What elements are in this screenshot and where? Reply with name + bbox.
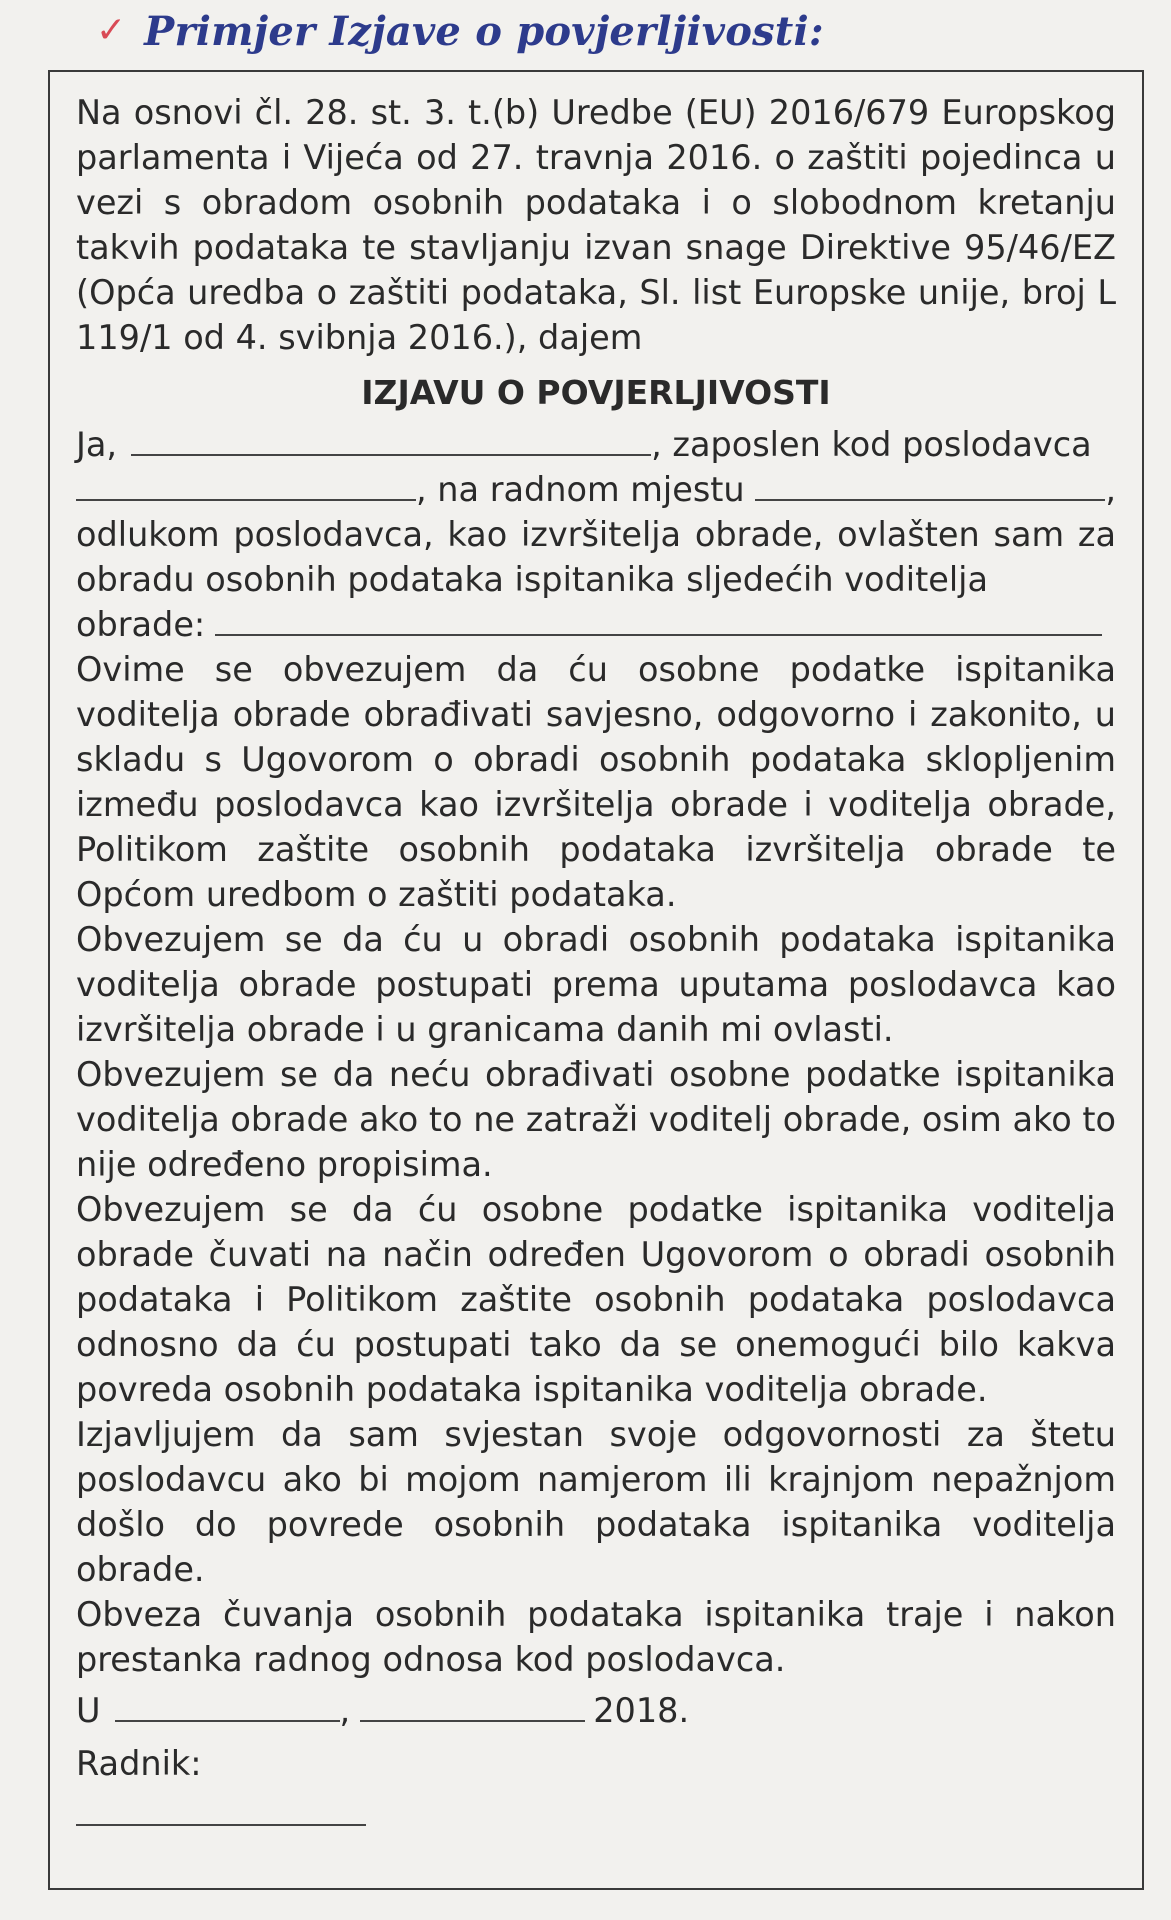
employer-blank[interactable]: [76, 469, 416, 501]
statement-frame: [48, 70, 1144, 1890]
intro-paragraph: Na osnovi čl. 28. st. 3. t.(b) Uredbe (EU) 2016/679 Europskog parlamenta i Vijeća od 27. travnja 2016. o zaštiti pojedinca u vezi s obradom osobnih podataka i o slobodnom kretanju takvih podataka te stavljanju izvan snage Direktive 95/46/EZ (Opća uredba o zaštiti podataka, Sl. list Europske unije, broj L 119/1 od 4. svibnja 2016.), dajem: [76, 93, 1116, 357]
responsibility-paragraph: Izjavljujem da sam svjestan svoje odgovornosti za štetu poslodavcu ako bi mojom namjerom ili krajnjom nepažnjom došlo do povrede osobnih podataka ispitanika voditelja obrade.: [76, 1415, 1116, 1589]
position-blank[interactable]: [755, 469, 1106, 501]
signature-blank[interactable]: [76, 1792, 366, 1826]
obligation-paragraph-4: Obvezujem se da ću osobne podatke ispitanika voditelja obrade čuvati na način određen Ugovorom o obradi osobnih podataka i Politikom zaštite osobnih podataka poslodavca odnosno da ću postupati tako da se onemogući bilo kakva povreda osobnih podataka ispitanika voditelja obrade.: [76, 1190, 1116, 1409]
position-label: , na radnom mjestu: [416, 470, 745, 509]
place-label: U: [76, 1691, 101, 1730]
controllers-blank[interactable]: [215, 604, 1102, 636]
place-blank[interactable]: [115, 1690, 340, 1722]
position-comma: ,: [1105, 470, 1116, 509]
year-text: 2018.: [593, 1691, 690, 1730]
worker-label: Radnik:: [76, 1744, 202, 1783]
duration-paragraph: Obveza čuvanja osobnih podataka ispitanika traje i nakon prestanka radnog odnosa kod poslodavca.: [76, 1595, 1116, 1679]
place-date-row: [76, 1688, 1116, 1733]
place-comma: ,: [339, 1691, 351, 1730]
name-blank[interactable]: [131, 424, 651, 456]
checkmark-icon: ✓: [96, 10, 127, 51]
ja-label: Ja,: [76, 425, 118, 464]
page-title: Primjer Izjave o povjerljivosti:: [144, 7, 824, 55]
page-header: [96, 0, 824, 62]
employed-label: , zaposlen kod poslodavca: [651, 425, 1092, 464]
controllers-row: [76, 602, 1116, 647]
decision-paragraph: odlukom poslodavca, kao izvršitelja obrade, ovlašten sam za obradu osobnih podataka ispitanika sljedećih voditelja: [76, 515, 1116, 599]
employer-row: [76, 467, 1116, 512]
obligation-paragraph-2: Obvezujem se da ću u obradi osobnih podataka ispitanika voditelja obrade postupati prema uputama poslodavca kao izvršitelja obrade i u granicama danih mi ovlasti.: [76, 920, 1116, 1049]
statement-heading: IZJAVU O POVJERLJIVOSTI: [361, 373, 831, 412]
controllers-label: obrade:: [76, 605, 206, 644]
obligation-paragraph-1: Ovime se obvezujem da ću osobne podatke ispitanika voditelja obrade obrađivati savjesno, odgovorno i zakonito, u skladu s Ugovorom o obradi osobnih podataka sklopljenim između poslodavca kao izvršitelja obrade i voditelja obrade, Politikom zaštite osobnih podataka izvršitelja obrade te Općom uredbom o zaštiti podataka.: [76, 650, 1116, 914]
date-blank[interactable]: [360, 1690, 585, 1722]
obligation-paragraph-3: Obvezujem se da neću obrađivati osobne podatke ispitanika voditelja obrade ako to ne zatraži voditelj obrade, osim ako to nije određeno propisima.: [76, 1055, 1116, 1184]
worker-row: [76, 1741, 1116, 1786]
name-row: [76, 422, 1116, 467]
